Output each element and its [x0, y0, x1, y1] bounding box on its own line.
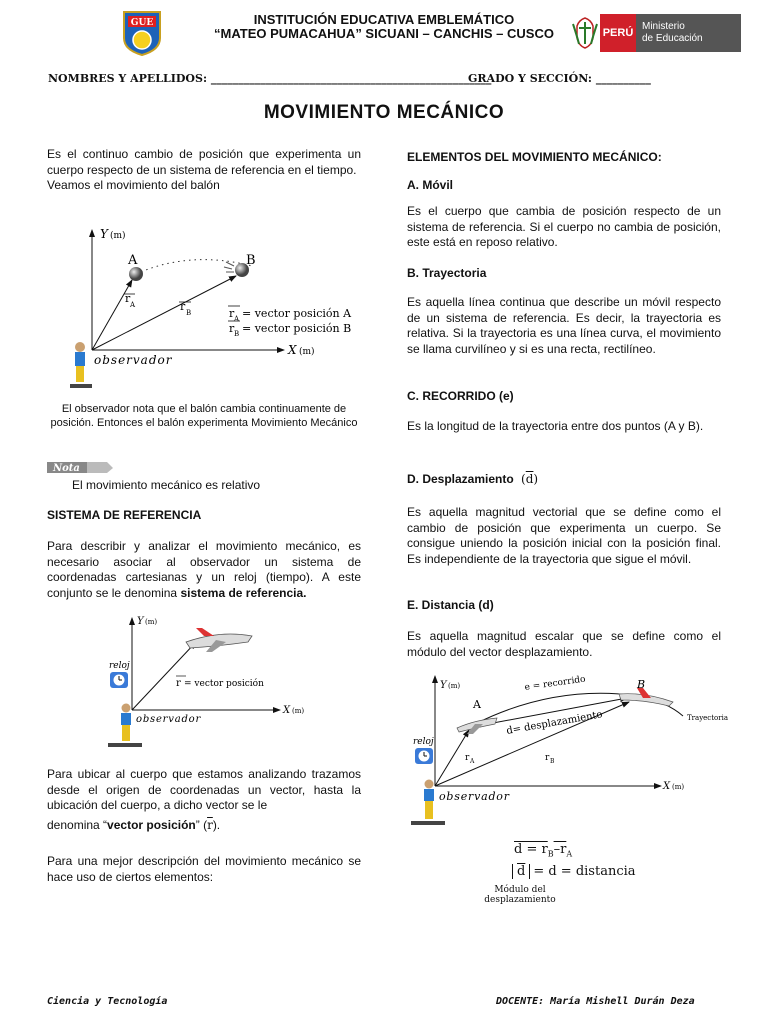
intro-paragraph [47, 147, 361, 194]
ministry-label [636, 14, 741, 52]
fig1-point-b: B [246, 253, 256, 268]
desplazamiento-symbol: $(\overline{d})$ [521, 472, 539, 486]
trayectoria-text: Es aquella línea continua que describe un móvil respecto de un sistema de referencia. Es decir, la trayectoria es relativa. Si la trayectoria es una línea curva, el movimiento se llama curvilíneo y si es una recta, rectilíneo. [407, 295, 721, 356]
fig1-y-unit: (m) [110, 231, 126, 241]
ubicar-paragraph: Para ubicar al cuerpo que estamos analizando trazamos desde el origen de coordenadas un vector, hasta la ubicación del cuerpo, a dicho vector se le [47, 767, 361, 812]
fig3-rb-label: r [545, 753, 550, 763]
ministry-logo [569, 14, 741, 52]
desplazamiento-text: Es aquella magnitud vectorial que se define como el cambio de posición que experimenta un cuerpo. Se consigue uniendo la posición inicial con la posición final. Es independiente de la trayectoria que sigue el móvil. [407, 505, 721, 566]
page-title: MOVIMIENTO MECÁNICO [263, 102, 505, 123]
grade-field[interactable]: GRADO Y SECCIÓN: __________ [468, 72, 651, 85]
fig1-x-label: X [288, 343, 297, 357]
fig3-point-b: B [637, 678, 646, 691]
figure-displacement [405, 668, 755, 830]
fig3-desplazamiento-label: d= desplazamiento [505, 709, 604, 737]
peru-shield-icon [571, 14, 599, 52]
fig3-trajectory-label: Trayectoria [687, 714, 728, 722]
figure-ball-motion [40, 222, 370, 400]
distancia-text: Es aquella magnitud escalar que se define como el módulo del vector desplazamiento. [407, 629, 721, 659]
fig1-legend-b: = vector posición B [242, 322, 352, 335]
movil-heading: A. Móvil [407, 178, 454, 192]
fig2-y-unit: (m) [145, 618, 158, 626]
modulo-label-1: Módulo del [494, 885, 546, 895]
fig3-point-a: A [473, 698, 481, 711]
fig2-observer-label: observador [136, 714, 202, 725]
trayectoria-heading: B. Trayectoria [407, 266, 487, 280]
student-fields [48, 72, 688, 85]
fig3-recorrido-label: e = recorrido [524, 674, 587, 693]
fig1-legend-ra-sub: A [234, 315, 240, 323]
fig2-x-unit: (m) [292, 707, 305, 715]
formula-sub-b: B [547, 849, 554, 859]
fig2-clock-label: reloj [109, 661, 130, 671]
fig2-r-label: r [176, 678, 181, 689]
denomina-text: denomina “ [47, 818, 108, 832]
formula-abs-d-letter: $\overline{d}$ [517, 864, 526, 879]
sistema-text: Para describir y analizar el movimiento mecánico, es necesario asociar al observador un sistema de coordenadas cartesianas y un reloj (tiempo). A este conjunto se le denomina [47, 539, 361, 600]
fig3-y-unit: (m) [448, 682, 461, 690]
intro-text-1: Es el continuo cambio de posición que experimenta un cuerpo respecto de un sistema de referencia en el tiempo. [47, 147, 361, 177]
mejor-paragraph: Para una mejor descripción del movimiento mecánico se hace uso de ciertos elementos: [47, 854, 361, 884]
fig3-x-label: X [663, 781, 671, 792]
vector-posicion-term: vector posición [107, 818, 196, 832]
fig1-observer-label: observador [94, 353, 173, 367]
fig2-y-label: Y [137, 616, 144, 627]
fig3-vector-ra [435, 730, 469, 786]
fig1-point-a: A [128, 253, 138, 268]
modulo-label [470, 885, 570, 905]
fig1-legend-a: = vector posición A [242, 307, 352, 320]
airplane-icon [186, 628, 252, 652]
desplazamiento-heading-text: D. Desplazamiento [407, 472, 514, 486]
elements-heading: ELEMENTOS DEL MOVIMIENTO MECÁNICO: [407, 150, 662, 164]
fig3-ra-label: r [465, 753, 470, 763]
sistema-paragraph [47, 539, 361, 601]
footer-teacher: DOCENTE: María Mishell Durán Deza [496, 996, 695, 1007]
note-tag-label: Nota [53, 463, 80, 474]
fig2-vector-label: = vector posición [184, 679, 264, 689]
fig1-y-label: Y [100, 227, 108, 241]
formula-abs-d [512, 864, 530, 879]
distancia-heading: E. Distancia (d) [407, 598, 494, 612]
fig3-x-unit: (m) [672, 783, 685, 791]
displacement-formula [514, 842, 572, 859]
vector-symbol-open: ” ( [195, 818, 208, 832]
fig2-vector-r [132, 642, 196, 710]
figure-reference-system [100, 612, 320, 754]
note-tag [47, 460, 113, 475]
fig3-clock-label: reloj [413, 737, 434, 747]
formula-d-rb: d = r [514, 842, 548, 857]
peru-label: PERÚ [600, 14, 636, 52]
movil-text: Es el cuerpo que cambia de posición respecto de un sistema de referencia. Si el cuerpo no cambia de posición, este está en reposo relativo. [407, 204, 721, 249]
sistema-heading: SISTEMA DE REFERENCIA [47, 508, 202, 522]
institution-line-2: “MATEO PUMACAHUA” SICUANI – CANCHIS – CUSCO [214, 26, 554, 41]
intro-text-2: Veamos el movimiento del balón [47, 178, 220, 192]
fig3-y-label: Y [440, 680, 447, 691]
fig3-observer-label: observador [439, 790, 510, 803]
footer-subject: Ciencia y Tecnología [47, 996, 168, 1007]
fig1-legend-rb-sub: B [234, 330, 240, 338]
recorrido-text: Es la longitud de la trayectoria entre dos puntos (A y B). [407, 419, 704, 433]
names-field[interactable]: NOMBRES Y APELLIDOS: ___________________________________________________ [48, 72, 492, 85]
vector-symbol: $\overline{r}$ [207, 818, 213, 832]
fig2-x-label: X [283, 705, 291, 716]
formula-minus-ra: –r [553, 842, 567, 857]
institution-line-1: INSTITUCIÓN EDUCATIVA EMBLEMÁTICO [253, 12, 515, 27]
desplazamiento-heading [407, 472, 538, 486]
school-logo-text: GUE [130, 18, 154, 28]
fig1-legend-rb: r [229, 322, 235, 335]
ministry-label-2: de Educación [642, 33, 703, 44]
fig1-rb-label: r [180, 300, 186, 313]
fig1-ra-label: r [125, 292, 131, 305]
ministry-label-1: Ministerio [642, 21, 685, 32]
recorrido-heading: C. RECORRIDO (e) [407, 389, 514, 403]
ball-a [129, 267, 143, 281]
vector-symbol-close: ). [212, 818, 221, 832]
desplazamiento-symbol-letter: $\overline{d}$ [525, 472, 534, 486]
clock-icon [110, 672, 128, 688]
vector-posicion-line [47, 818, 220, 832]
airplane-a-icon [457, 718, 497, 734]
observer-person-icon [70, 342, 92, 388]
fig1-ra-sub: A [130, 301, 136, 309]
fig1-x-unit: (m) [299, 347, 315, 357]
formula-sub-a: A [566, 849, 573, 859]
formula-distance: = d = distancia [533, 864, 636, 879]
fig1-legend-ra: r [229, 307, 235, 320]
sistema-text-bold: sistema de referencia. [180, 585, 307, 600]
fig3-rb-sub: B [550, 758, 555, 765]
note-text: El movimiento mecánico es relativo [72, 478, 261, 492]
fig1-rb-sub: B [186, 309, 192, 317]
clock-icon [415, 748, 433, 764]
distance-formula [512, 864, 636, 879]
figure-1-caption: El observador nota que el balón cambia continuamente de posición. Entonces el balón experimenta Movimiento Mecánico [50, 403, 358, 429]
modulo-label-2: desplazamiento [484, 895, 556, 905]
fig3-ra-sub: A [470, 758, 475, 765]
